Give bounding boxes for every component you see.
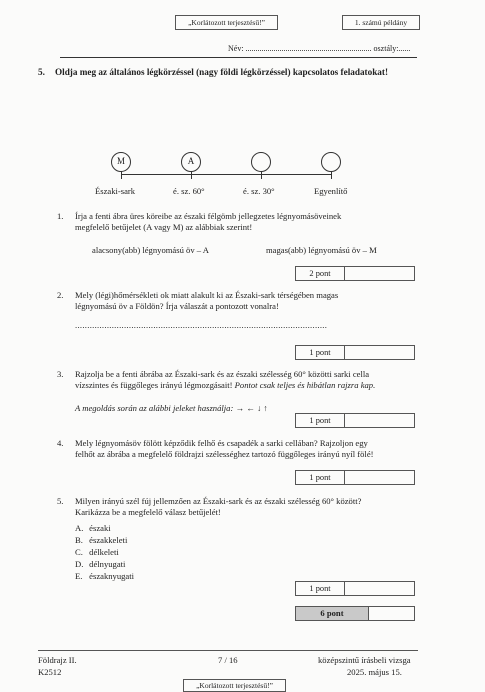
total-score-box: [295, 606, 415, 621]
option-text: északkeleti: [89, 535, 128, 545]
q1-number: 1.: [57, 211, 64, 221]
q4-number: 4.: [57, 438, 64, 448]
q3-score-box: [295, 413, 415, 428]
q5-text-line2: Karikázza be a megfelelő válasz betűjelét!: [75, 507, 221, 517]
header-rule: [60, 57, 417, 58]
q2-text-line1: [75, 290, 338, 301]
q1-score-box: [295, 266, 415, 281]
q3-number: 3.: [57, 369, 64, 379]
label-60n: é. sz. 60°: [173, 186, 205, 196]
name-class-line: Név: ............................................................... osztály:......: [228, 44, 411, 53]
footer-exam-type: középszintű írásbeli vizsga: [318, 655, 411, 665]
footer-rule: [38, 650, 418, 651]
q5-text-line1: Milyen irányú szél fúj jellemzően az Északi-sark és az északi szélesség 60° között?: [75, 496, 362, 506]
q3-scoring-note: Pontot csak teljes és hibátlan rajzra kap.: [234, 380, 376, 390]
q1-text-line1: Írja a fenti ábra üres köreibe az északi félgömb jellegzetes légnyomásöveinek: [75, 211, 342, 221]
q3-instruction: vízszintes és függőleges irányú légmozgásait!: [75, 380, 235, 390]
option-text: délnyugati: [89, 559, 126, 569]
footer-code: K2512: [38, 667, 62, 677]
q5-number: 5.: [57, 496, 64, 506]
q1-low-pressure-key: alacsony(abb) légnyomású öv – A: [92, 245, 209, 255]
q5-option-a[interactable]: [75, 523, 111, 533]
pressure-circle-north-pole[interactable]: M: [111, 152, 131, 172]
footer-date: 2025. május 15.: [347, 667, 402, 677]
option-letter: C.: [75, 547, 83, 557]
q5-option-b[interactable]: [75, 535, 127, 545]
restricted-distribution-box: „Korlátozott terjesztésű!”: [175, 15, 278, 30]
q5-option-e[interactable]: [75, 571, 134, 581]
option-letter: B.: [75, 535, 83, 545]
q2-number: 2.: [57, 290, 64, 300]
task-number: 5.: [38, 67, 45, 77]
q4-points-label: 1 pont: [296, 471, 345, 484]
q3-symbol-hint: A megoldás során az alábbi jeleket használja: → ← ↓ ↑: [75, 403, 268, 413]
task-title: Oldja meg az általános légkörzéssel (nagy földi légkörzéssel) kapcsolatos feladatokat!: [55, 67, 389, 77]
option-letter: A.: [75, 523, 84, 533]
q2-text-line2: légnyomású öv a Földön? Írja válaszát a pontozott vonalra!: [75, 301, 279, 311]
copy-number-box: 1. számú példány: [342, 15, 420, 30]
q1-points-label: 2 pont: [296, 267, 345, 280]
footer-subject: Földrajz II.: [38, 655, 77, 665]
q2-answer-line[interactable]: .......................................................................................................: [75, 320, 328, 330]
option-text: északi: [89, 523, 111, 533]
q5-score-box: [295, 581, 415, 596]
pressure-circle-equator[interactable]: [321, 152, 341, 172]
label-equator: Egyenlítő: [314, 186, 348, 196]
q4-text-line2: felhőt az ábrába a megfelelő földrajzi szélességhez tartozó függőleges irányú nyíl fölé!: [75, 449, 374, 459]
restricted-distribution-box-bottom: „Korlátozott terjesztésű!”: [183, 679, 286, 692]
footer-page-number: 7 / 16: [218, 655, 238, 665]
option-text: délkeleti: [89, 547, 119, 557]
q5-points-label: 1 pont: [296, 582, 345, 595]
q3-points-label: 1 pont: [296, 414, 345, 427]
q2-score-box: [295, 345, 415, 360]
pressure-circle-60n[interactable]: A: [181, 152, 201, 172]
option-letter: E.: [75, 571, 83, 581]
option-text: északnyugati: [89, 571, 135, 581]
pressure-circle-30n[interactable]: [251, 152, 271, 172]
option-letter: D.: [75, 559, 84, 569]
q1-text-line2: megfelelő betűjelet (A vagy M) az alábbiak szerint!: [75, 222, 253, 232]
q1-high-pressure-key: magas(abb) légnyomású öv – M: [266, 245, 377, 255]
latitude-axis-line: [121, 174, 331, 175]
q5-option-d[interactable]: [75, 559, 125, 569]
q3-text-line2: [75, 380, 375, 391]
total-points-label: 6 pont: [296, 607, 369, 620]
q4-score-box: [295, 470, 415, 485]
label-north-pole: Északi-sark: [95, 186, 136, 196]
label-30n: é. sz. 30°: [243, 186, 275, 196]
q3-text-line1: Rajzolja be a fenti ábrába az Északi-sark és az északi szélesség 60° közötti sarki cella: [75, 369, 370, 379]
q4-text-line1: Mely légnyomásöv fölött képződik felhő és csapadék a sarki cellában? Rajzoljon egy: [75, 438, 368, 448]
q2-line1: Mely (légi)hőmérsékleti ok miatt alakult ki az Északi-sark térségében magas: [75, 290, 339, 300]
q2-points-label: 1 pont: [296, 346, 345, 359]
q5-option-c[interactable]: [75, 547, 119, 557]
